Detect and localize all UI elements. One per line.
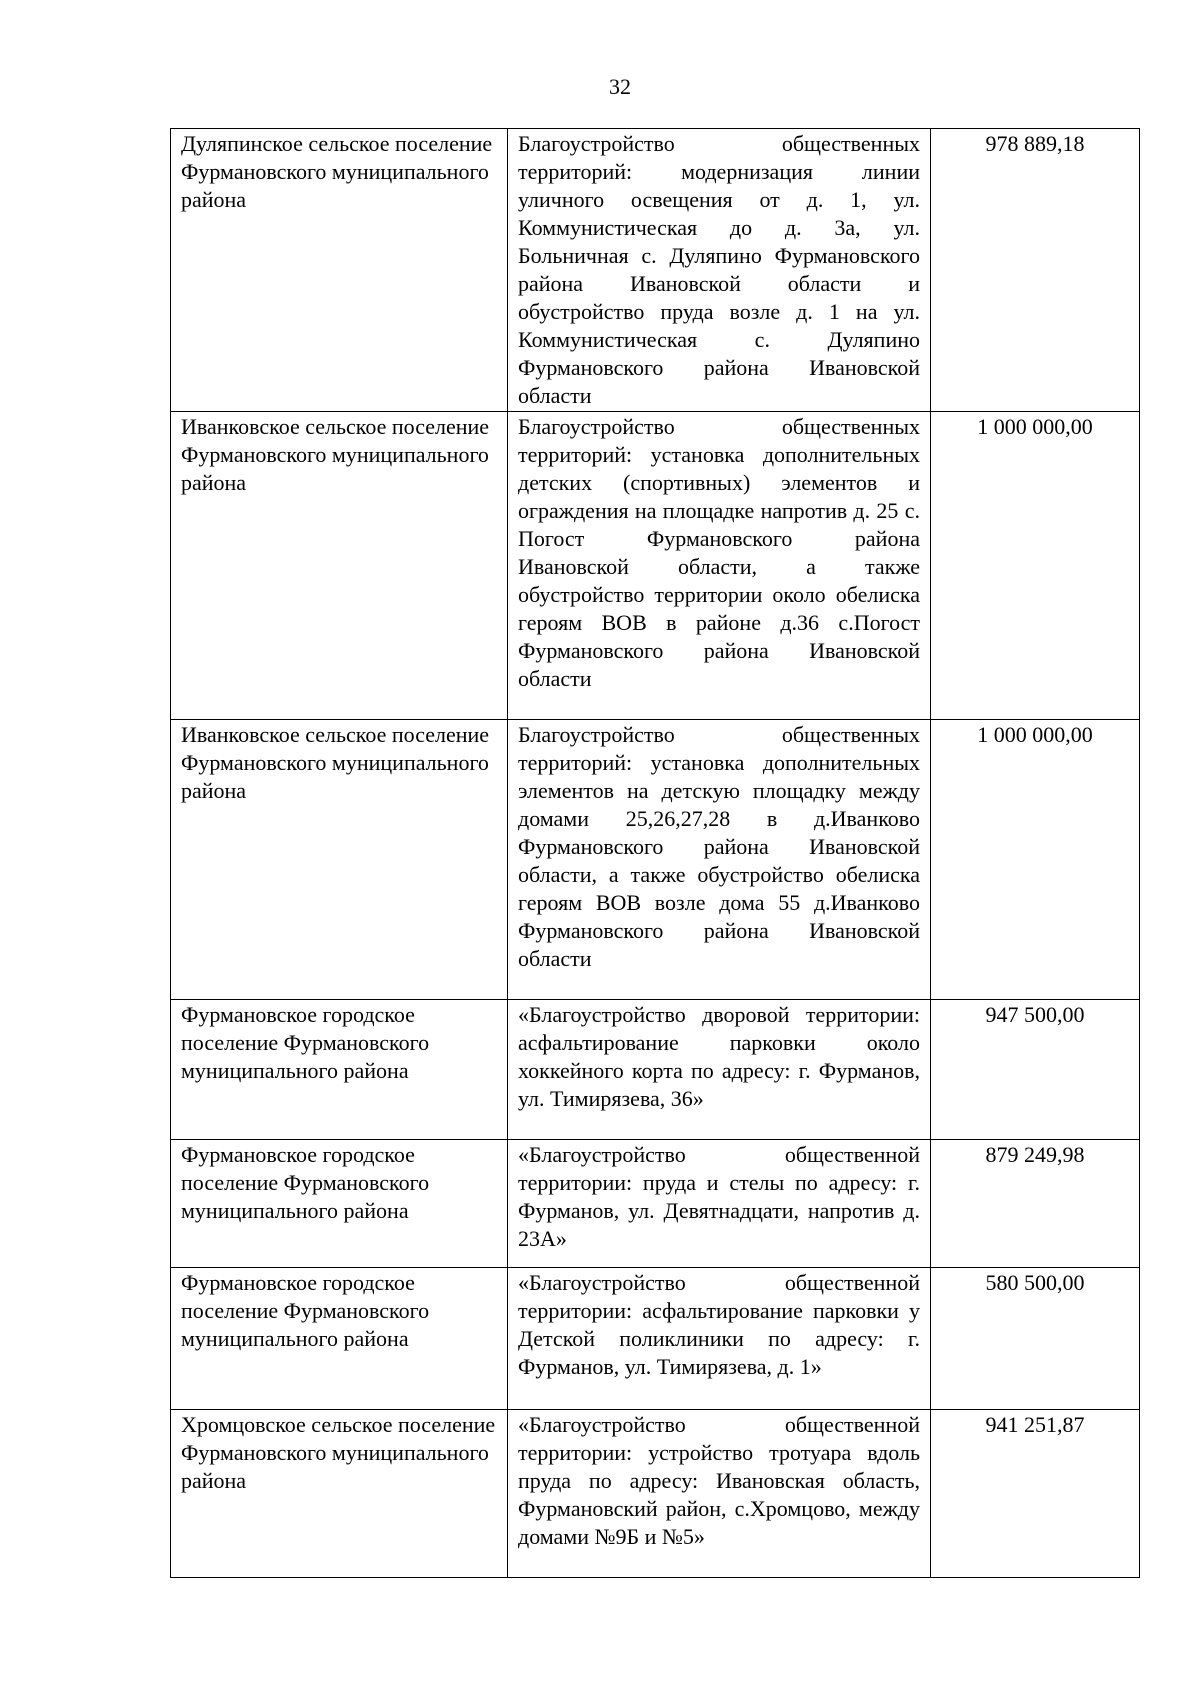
description-cell: «Благоустройство общественной территории: устройство тротуара вдоль пруда по адресу: Ивановская область, Фурмановский район, с.Хромцово, между домами №9Б и №5» — [508, 1410, 931, 1578]
recipient-cell: Иванковское сельское поселение Фурмановского муниципального района — [171, 720, 508, 1000]
amount-cell: 947 500,00 — [931, 1000, 1140, 1140]
amount-cell: 978 889,18 — [931, 129, 1140, 412]
table-row — [171, 1410, 1140, 1578]
description-cell: Благоустройство общественных территорий: установка дополнительных детских (спортивных) элементов и ограждения на площадке напротив д. 25 с. Погост Фурмановского района Ивановской области, а также обустройство территории около обелиска героям ВОВ в районе д.36 с.Погост Фурмановского района Ивановской области — [508, 412, 931, 720]
description-cell: Благоустройство общественных территорий: установка дополнительных элементов на детскую площадку между домами 25,26,27,28 в д.Иванково Фурмановского района Ивановской области, а также обустройство обелиска героям ВОВ возле дома 55 д.Иванково Фурмановского района Ивановской области — [508, 720, 931, 1000]
description-cell: «Благоустройство общественной территории: асфальтирование парковки у Детской поликлиники по адресу: г. Фурманов, ул. Тимирязева, д. 1» — [508, 1268, 931, 1410]
table-row — [171, 1268, 1140, 1410]
recipient-cell: Фурмановское городское поселение Фурмановского муниципального района — [171, 1268, 508, 1410]
recipient-cell: Хромцовское сельское поселение Фурмановского муниципального района — [171, 1410, 508, 1578]
table-row — [171, 1000, 1140, 1140]
recipient-cell: Иванковское сельское поселение Фурмановского муниципального района — [171, 412, 508, 720]
amount-cell: 879 249,98 — [931, 1140, 1140, 1268]
recipient-cell: Дуляпинское сельское поселение Фурмановского муниципального района — [171, 129, 508, 412]
description-cell: «Благоустройство общественной территории: пруда и стелы по адресу: г. Фурманов, ул. Девятнадцати, напротив д. 23А» — [508, 1140, 931, 1268]
recipient-cell: Фурмановское городское поселение Фурмановского муниципального района — [171, 1000, 508, 1140]
amount-cell: 1 000 000,00 — [931, 720, 1140, 1000]
page-number: 32 — [609, 74, 631, 99]
table-row — [171, 720, 1140, 1000]
table-row — [171, 129, 1140, 412]
table-row — [171, 412, 1140, 720]
description-cell: «Благоустройство дворовой территории: асфальтирование парковки около хоккейного корта по адресу: г. Фурманов, ул. Тимирязева, 36» — [508, 1000, 931, 1140]
amount-cell: 1 000 000,00 — [931, 412, 1140, 720]
table-row — [171, 1140, 1140, 1268]
amount-cell: 941 251,87 — [931, 1410, 1140, 1578]
subsidy-table — [170, 128, 1140, 1578]
recipient-cell: Фурмановское городское поселение Фурмановского муниципального района — [171, 1140, 508, 1268]
description-cell: Благоустройство общественных территорий: модернизация линии уличного освещения от д. 1, ул. Коммунистическая до д. 3а, ул. Больничная с. Дуляпино Фурмановского района Ивановской области и обустройство пруда возле д. 1 на ул. Коммунистическая с. Дуляпино Фурмановского района Ивановской области — [508, 129, 931, 412]
amount-cell: 580 500,00 — [931, 1268, 1140, 1410]
